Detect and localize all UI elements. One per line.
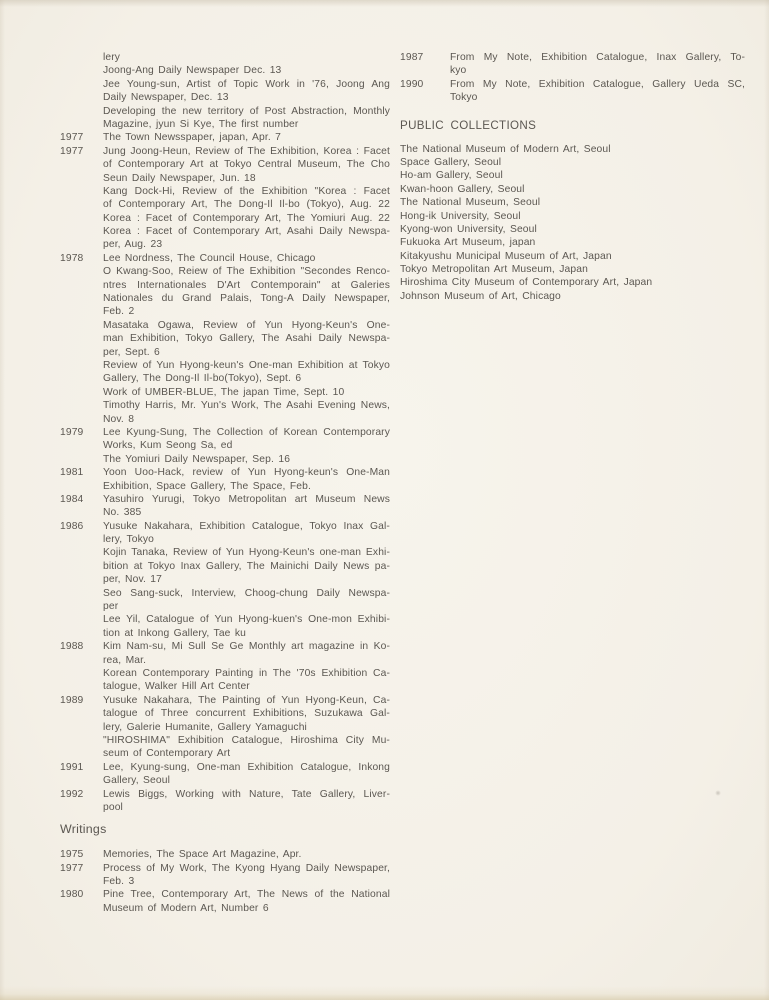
entry-line: Kim Nam-su, Mi Sull Se Ge Monthly art magazine in Ko-	[103, 641, 390, 653]
entry-line: talogue of Three concurrent Exhibitions, Suzukawa Gal-	[103, 708, 390, 720]
entry-line: per	[103, 601, 119, 613]
bibliography-entry-list	[60, 51, 390, 814]
entry-line: Korea : Facet of Contemporary Art, The Yomiuri Aug. 22	[103, 212, 390, 224]
entry-year: 1984	[60, 493, 84, 505]
reference-entry	[60, 426, 390, 466]
entry-line: "HIROSHIMA" Exhibition Catalogue, Hiroshima City Mu-	[103, 734, 390, 746]
entry-lines	[103, 888, 390, 915]
entry-lines	[103, 426, 390, 466]
entry-year: 1986	[60, 520, 84, 532]
entry-year: 1989	[60, 694, 84, 706]
entry-lines	[103, 520, 390, 641]
entry-lines	[103, 788, 390, 815]
collection-item: Ho-am Gallery, Seoul	[400, 170, 503, 182]
entry-line: Work of UMBER-BLUE, The japan Time, Sept. 10	[103, 386, 345, 398]
reference-entry	[60, 788, 390, 815]
entry-line: per, Aug. 23	[103, 239, 163, 251]
reference-entry	[60, 145, 390, 252]
entry-line: Works, Kum Seong Sa, ed	[103, 440, 233, 452]
entry-line: Magazine, jyun Si Kye, The first number	[103, 118, 299, 130]
entry-line: The Town Newsspaper, japan, Apr. 7	[103, 132, 282, 144]
entry-line: Developing the new territory of Post Abstraction, Monthly	[103, 105, 390, 117]
entry-line: Gallery, Seoul	[103, 775, 170, 787]
entry-line: Timothy Harris, Mr. Yun's Work, The Asahi Evening News,	[103, 400, 390, 412]
entry-lines	[103, 493, 390, 520]
entry-line: of Contemporary Art, The Dong-Il Il-bo (Tokyo), Aug. 22	[103, 199, 390, 211]
entry-line: Masataka Ogawa, Review of Yun Hyong-Keun's One-	[103, 319, 390, 331]
entry-line: Exhibition, Space Gallery, The Space, Feb.	[103, 480, 311, 492]
entry-line: talogue, Walker Hill Art Center	[103, 681, 250, 693]
entry-line: Pine Tree, Contemporary Art, The News of the National	[103, 889, 390, 901]
entry-line: Lee Yil, Catalogue of Yun Hyong-kuen's One-mon Exhibi-	[103, 614, 390, 626]
collection-item: The National Museum of Modern Art, Seoul	[400, 143, 611, 155]
entry-lines	[103, 252, 390, 426]
collection-item: Tokyo Metropolitan Art Museum, Japan	[400, 264, 588, 276]
paper-speck	[715, 790, 721, 796]
left-column	[60, 51, 390, 915]
entry-lines	[103, 466, 390, 493]
bibliography-continued-section	[60, 51, 390, 814]
entry-line: bition at Tokyo Inax Gallery, The Mainichi Daily News pa-	[103, 560, 390, 572]
reference-entry	[400, 78, 745, 105]
entry-line: rea, Mar.	[103, 654, 147, 666]
entry-line: Review of Yun Hyong-keun's One-man Exhibition at Tokyo	[103, 360, 390, 371]
reference-entry	[60, 466, 390, 493]
entry-line: Kang Dock-Hi, Review of the Exhibition "Korea : Facet	[103, 185, 390, 197]
entry-year: 1977	[60, 145, 84, 157]
entry-lines	[103, 640, 390, 694]
collection-item: Kyong-won University, Seoul	[400, 223, 537, 235]
entry-line: lery, Galerie Humanite, Gallery Yamaguchi	[103, 721, 307, 733]
entry-line: Process of My Work, The Kyong Hyang Daily Newspaper,	[103, 862, 390, 874]
entry-year: 1977	[60, 862, 84, 874]
writings-heading: Writings	[60, 822, 107, 837]
entry-line: Nov. 8	[103, 413, 135, 425]
entry-year: 1980	[60, 889, 84, 901]
reference-entry	[60, 862, 390, 889]
entry-line: Yasuhiro Yurugi, Tokyo Metropolitan art Museum News	[103, 493, 390, 505]
collection-item: Kitakyushu Municipal Museum of Art, Japan	[400, 250, 612, 262]
entry-year: 1981	[60, 467, 84, 479]
entry-line: Seo Sang-suck, Interview, Choog-chung Daily Newspa-	[103, 587, 390, 599]
entry-line: kyo	[450, 65, 467, 77]
reference-entry	[60, 252, 390, 426]
entry-line: lery, Tokyo	[103, 534, 154, 546]
entry-line: Nationales du Grand Palais, Tong-A Daily Newspaper,	[103, 293, 390, 305]
entry-line: Joong-Ang Daily Newspaper Dec. 13	[103, 65, 282, 77]
entry-line: Gallery, The Dong-Il Il-bo(Tokyo), Sept. 6	[103, 373, 302, 385]
collection-item: Johnson Museum of Art, Chicago	[400, 290, 561, 302]
entry-line: Lee Kyung-Sung, The Collection of Korean Contemporary	[103, 426, 390, 438]
entry-lines	[103, 862, 390, 889]
collection-item: Hong-ik University, Seoul	[400, 210, 521, 222]
entry-line: The Yomiuri Daily Newspaper, Sep. 16	[103, 453, 291, 465]
entry-line: Jee Young-sun, Artist of Topic Work in '76, Joong Ang	[103, 78, 390, 90]
reference-entry	[60, 761, 390, 788]
reference-entry	[60, 640, 390, 694]
reference-entry	[60, 51, 390, 131]
entry-line: Feb. 3	[103, 876, 135, 888]
entry-line: seum of Contemporary Art	[103, 748, 231, 760]
entry-line: Yusuke Nakahara, Exhibition Catalogue, Tokyo Inax Gal-	[103, 520, 390, 532]
entry-line: man Exhibition, Tokyo Gallery, The Asahi Daily Newspa-	[103, 333, 390, 345]
entry-lines	[103, 145, 390, 252]
entry-year: 1977	[60, 132, 84, 144]
entry-lines	[450, 78, 745, 105]
entry-line: Lewis Biggs, Working with Nature, Tate Gallery, Liver-	[103, 788, 390, 800]
entry-line: Lee Nordness, The Council House, Chicago	[103, 252, 316, 264]
entry-lines	[103, 848, 390, 861]
entry-year: 1975	[60, 849, 84, 861]
collection-item: Fukuoka Art Museum, japan	[400, 237, 536, 249]
entry-line: Lee, Kyung-sung, One-man Exhibition Catalogue, Inkong	[103, 761, 390, 773]
entry-lines	[103, 131, 390, 144]
entry-line: per, Sept. 6	[103, 346, 160, 358]
entry-year: 1987	[400, 52, 424, 63]
collection-item: Space Gallery, Seoul	[400, 156, 502, 168]
entry-year: 1978	[60, 252, 84, 264]
reference-entry	[60, 493, 390, 520]
entry-line: Museum of Modern Art, Number 6	[103, 902, 269, 914]
entry-line: From My Note, Exhibition Catalogue, Gallery Ueda SC,	[450, 78, 745, 90]
entry-line: per, Nov. 17	[103, 574, 162, 586]
entry-year: 1979	[60, 426, 84, 438]
entry-line: From My Note, Exhibition Catalogue, Inax Gallery, To-	[450, 52, 745, 63]
entry-line: Seun Daily Newspaper, Jun. 18	[103, 172, 256, 184]
entry-year: 1988	[60, 641, 84, 653]
public-collections-list	[400, 143, 745, 304]
entry-line: lery	[103, 52, 121, 63]
entry-line: Kojin Tanaka, Review of Yun Hyong-Keun's one-man Exhi-	[103, 547, 390, 559]
reference-entry	[400, 51, 745, 78]
entry-line: Tokyo	[450, 92, 478, 104]
entry-year	[60, 51, 103, 131]
reference-entry	[60, 888, 390, 915]
right-column	[400, 51, 745, 303]
collection-item: The National Museum, Seoul	[400, 197, 541, 209]
entry-line: Jung Joong-Heun, Review of The Exhibition, Korea : Facet	[103, 145, 390, 157]
entry-line: Korea : Facet of Contemporary Art, Asahi Daily Newspa-	[103, 226, 390, 238]
entry-line: pool	[103, 801, 123, 813]
entry-line: Yoon Uoo-Hack, review of Yun Hyong-keun's One-Man	[103, 467, 390, 479]
entry-line: of Contemporary Art at Tokyo Central Museum, The Cho	[103, 159, 390, 171]
reference-entry	[60, 520, 390, 641]
entry-lines	[450, 51, 745, 78]
entry-year: 1990	[400, 78, 424, 90]
collection-item: Kwan-hoon Gallery, Seoul	[400, 183, 525, 195]
entry-line: tion at Inkong Gallery, Tae ku	[103, 627, 247, 639]
entry-line: ntres Internationales D'Art Contemporain" at Galeries	[103, 279, 390, 291]
entry-year: 1992	[60, 788, 84, 800]
entry-line: No. 385	[103, 507, 142, 519]
reference-entry	[60, 848, 390, 861]
entry-lines	[103, 761, 390, 788]
writings-entry-list	[60, 848, 390, 915]
entry-line: O Kwang-Soo, Reiew of The Exhibition "Secondes Renco-	[103, 266, 390, 278]
entry-lines	[103, 51, 390, 131]
entry-line: Daily Newspaper, Dec. 13	[103, 92, 229, 104]
reference-entry	[60, 131, 390, 144]
entry-lines	[103, 694, 390, 761]
entry-line: Yusuke Nakahara, The Painting of Yun Hyong-Keun, Ca-	[103, 694, 390, 706]
collection-item: Hiroshima City Museum of Contemporary Art, Japan	[400, 277, 653, 289]
entry-line: Memories, The Space Art Magazine, Apr.	[103, 849, 302, 861]
entry-year: 1991	[60, 761, 84, 773]
public-collections-heading: PUBLIC COLLECTIONS	[400, 118, 537, 132]
reference-entry	[60, 694, 390, 761]
writings-continued-entry-list	[400, 51, 745, 105]
entry-line: Feb. 2	[103, 306, 135, 318]
entry-line: Korean Contemporary Painting in The '70s Exhibition Ca-	[103, 667, 390, 679]
